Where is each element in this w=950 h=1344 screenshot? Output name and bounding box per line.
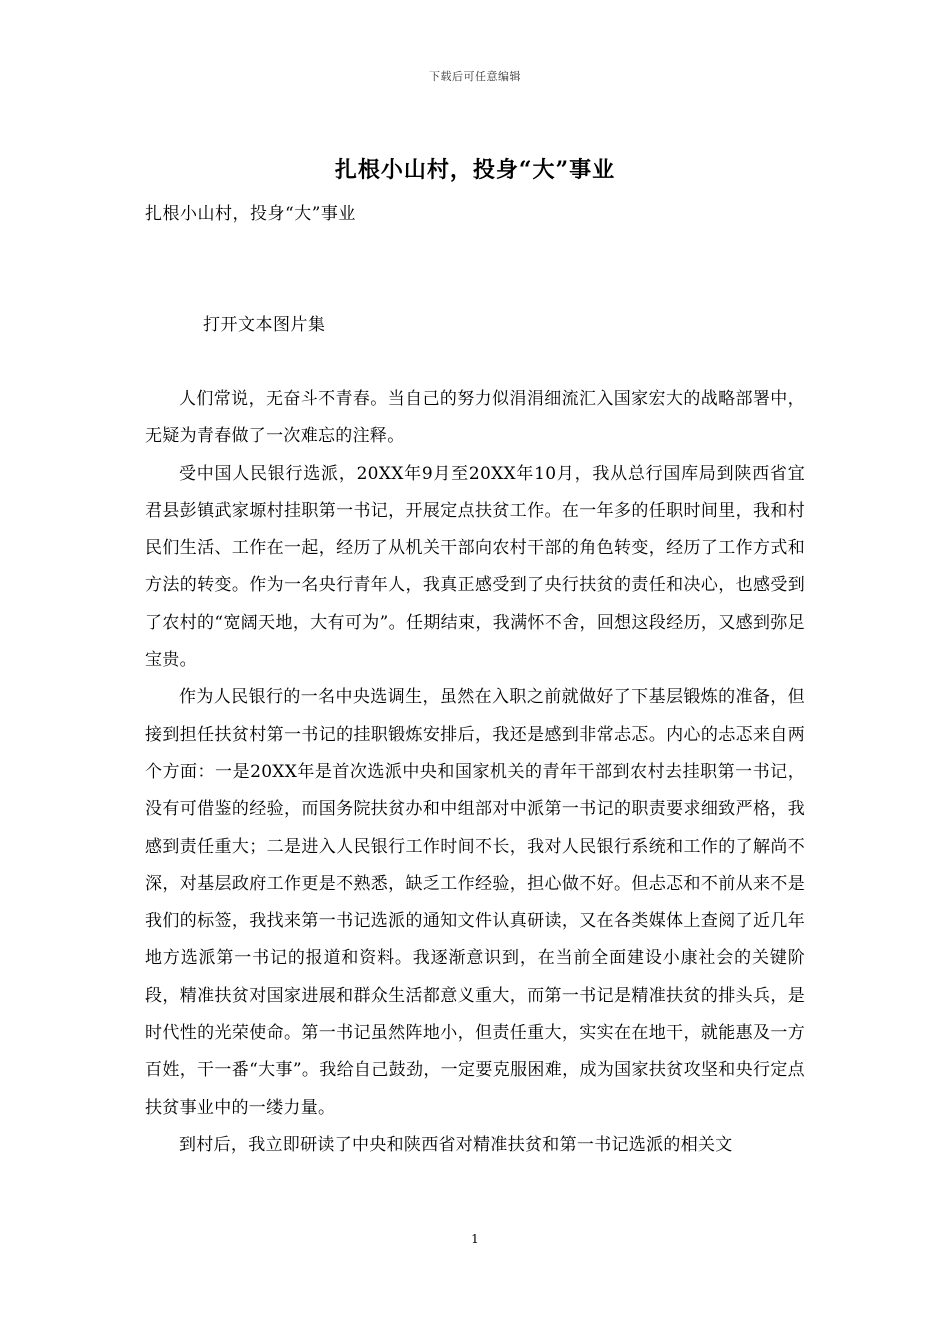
body-text <box>145 381 805 1164</box>
page-number: 1 <box>471 1232 479 1246</box>
paragraph: 作为人民银行的一名中央选调生，虽然在入职之前就做好了下基层锻炼的准备，但接到担任扶贫村第一书记的挂职锻炼安排后，我还是感到非常忐忑。内心的忐忑来自两个方面：一是20XX年是首次选派中央和国家机关的青年干部到农村去挂职第一书记，没有可借鉴的经验，而国务院扶贫办和中组部对中派第一书记的职责要求细致严格，我感到责任重大；二是进入人民银行工作时间不长，我对人民银行系统和工作的了解尚不深，对基层政府工作更是不熟悉，缺乏工作经验，担心做不好。但忐忑和不前从来不是我们的标签，我找来第一书记选派的通知文件认真研读，又在各类媒体上查阅了近几年地方选派第一书记的报道和资料。我逐渐意识到，在当前全面建设小康社会的关键阶段，精准扶贫对国家进展和群众生活都意义重大，而第一书记是精准扶贫的排头兵，是时代性的光荣使命。第一书记虽然阵地小，但责任重大，实实在在地干，就能惠及一方百姓，干一番“大事”。我给自己鼓劲，一定要克服困难，成为国家扶贫攻坚和央行定点扶贫事业中的一缕力量。 <box>145 687 805 1118</box>
document-subtitle: 扎根小山村，投身“大”事业 <box>145 204 356 224</box>
paragraph: 受中国人民银行选派，20XX年9月至20XX年10月，我从总行国库局到陕西省宜君县彭镇武家塬村挂职第一书记，开展定点扶贫工作。在一年多的任职时间里，我和村民们生活、工作在一起，经历了从机关干部向农村干部的角色转变，经历了工作方式和方法的转变。作为一名央行青年人，我真正感受到了央行扶贫的责任和决心，也感受到了农村的“宽阔天地，大有可为”。任期结束，我满怀不舍，回想这段经历，又感到弥足宝贵。 <box>145 463 805 671</box>
header-note: 下载后可任意编辑 <box>429 70 521 83</box>
document-title: 扎根小山村，投身“大”事业 <box>334 157 616 183</box>
paragraph: 人们常说，无奋斗不青春。当自己的努力似涓涓细流汇入国家宏大的战略部署中，无疑为青春做了一次难忘的注释。 <box>145 389 805 447</box>
gallery-link[interactable]: 打开文本图片集 <box>203 315 326 335</box>
paragraph: 到村后，我立即研读了中央和陕西省对精准扶贫和第一书记选派的相关文 <box>179 1134 733 1155</box>
